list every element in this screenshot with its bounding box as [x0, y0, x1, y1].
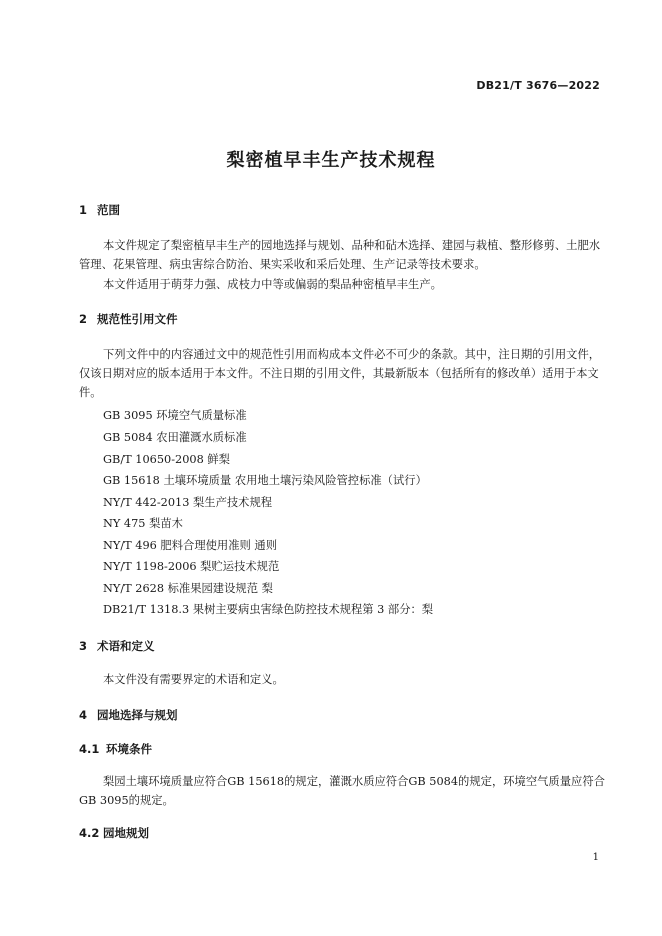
section-title: 园地选择与规划	[97, 708, 178, 722]
section-title: 规范性引用文件	[97, 312, 178, 326]
section-title: 术语和定义	[97, 639, 155, 653]
section-4-1-heading	[79, 741, 152, 757]
section-number: 3	[79, 639, 88, 653]
document-number: DB21/T 3676—2022	[476, 79, 600, 92]
section-number: 4.1	[79, 742, 100, 756]
section-number: 4	[79, 708, 88, 722]
section-4-2-heading	[79, 825, 149, 841]
section-2-intro: 下列文件中的内容通过文中的规范性引用而构成本文件必不可少的条款。其中，注日期的引用文件，仅该日期对应的版本适用于本文件。不注日期的引用文件，其最新版本（包括所有的修改单）适用于本文件。	[79, 348, 601, 399]
reference-item: NY/T 496 肥料合理使用准则 通则	[103, 539, 277, 552]
page-number: 1	[592, 852, 599, 863]
document-title: 梨密植早丰生产技术规程	[226, 150, 436, 171]
reference-item: NY/T 442-2013 梨生产技术规程	[103, 496, 273, 509]
section-number: 2	[79, 312, 88, 326]
section-number: 1	[79, 203, 88, 217]
section-2-heading	[79, 311, 178, 327]
reference-item: GB 5084 农田灌溉水质标准	[103, 431, 247, 444]
reference-item: NY/T 1198-2006 梨贮运技术规范	[103, 560, 280, 573]
section-3-paragraph: 本文件没有需要界定的术语和定义。	[103, 673, 284, 686]
reference-item: DB21/T 1318.3 果树主要病虫害绿色防控技术规程第 3 部分：梨	[103, 603, 434, 616]
section-1-paragraph-1: 本文件规定了梨密植早丰生产的园地选择与规划、品种和砧木选择、建园与栽植、整形修剪、土肥水管理、花果管理、病虫害综合防治、果实采收和采后处理、生产记录等技术要求。	[79, 239, 601, 271]
section-title: 范围	[97, 203, 120, 217]
section-number: 4.2	[79, 826, 100, 840]
reference-item: GB 15618 土壤环境质量 农用地土壤污染风险管控标准（试行）	[103, 474, 427, 487]
reference-item: GB/T 10650-2008 鲜梨	[103, 453, 230, 466]
section-4-heading	[79, 707, 178, 723]
section-title: 园地规划	[103, 826, 149, 840]
reference-item: NY/T 2628 标准果园建设规范 梨	[103, 582, 273, 595]
section-1-paragraph-2: 本文件适用于萌芽力强、成枝力中等或偏弱的梨品种密植早丰生产。	[103, 278, 442, 291]
section-1-heading	[79, 202, 120, 218]
reference-item: NY 475 梨苗木	[103, 517, 183, 530]
reference-item: GB 3095 环境空气质量标准	[103, 409, 247, 422]
section-3-heading	[79, 638, 155, 654]
section-4-1-paragraph: 梨园土壤环境质量应符合GB 15618的规定，灌溉水质应符合GB 5084的规定，环境空气质量应符合GB 3095的规定。	[79, 775, 605, 807]
section-title: 环境条件	[106, 742, 152, 756]
